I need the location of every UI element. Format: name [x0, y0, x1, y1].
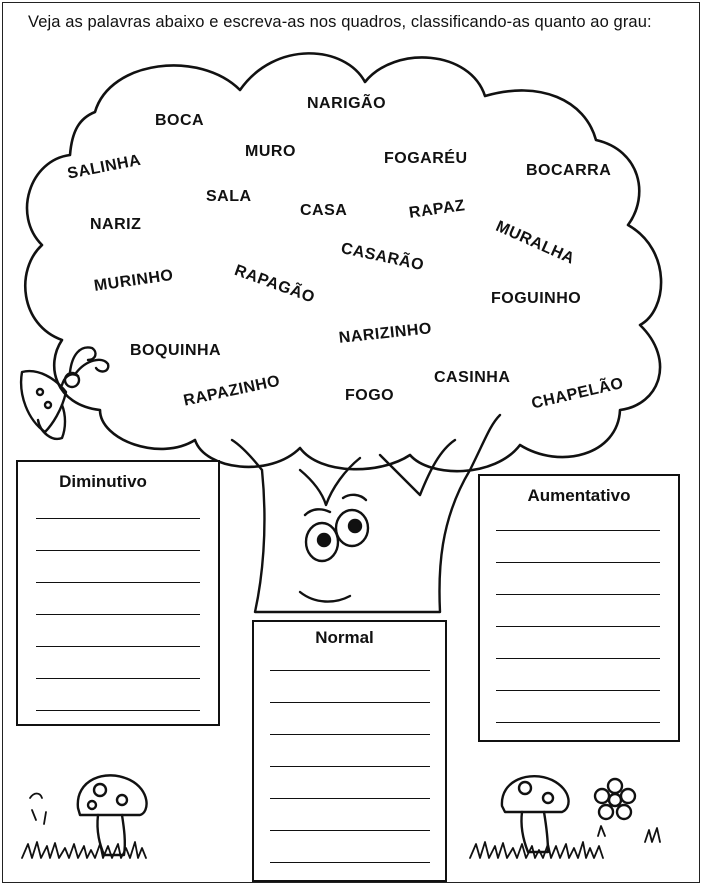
writing-line[interactable]: [270, 766, 430, 767]
word-narizinho: NARIZINHO: [338, 320, 433, 347]
word-casinha: CASINHA: [434, 369, 511, 386]
word-murinho: MURINHO: [93, 266, 175, 295]
tree-trunk-icon: [232, 415, 500, 612]
writing-line[interactable]: [270, 862, 430, 863]
writing-line[interactable]: [270, 702, 430, 703]
writing-line[interactable]: [36, 518, 200, 519]
writing-line[interactable]: [496, 658, 660, 659]
aumentativo-box: [478, 474, 680, 742]
diminutivo-title: Diminutivo: [59, 472, 147, 491]
writing-line[interactable]: [496, 562, 660, 563]
word-rapagao: RAPAGÃO: [232, 262, 318, 307]
word-narigao: NARIGÃO: [307, 95, 387, 112]
aumentativo-title: Aumentativo: [527, 486, 631, 505]
writing-line[interactable]: [36, 550, 200, 551]
word-bocarra: BOCARRA: [526, 162, 612, 179]
writing-line[interactable]: [36, 710, 200, 711]
word-boquinha: BOQUINHA: [130, 342, 222, 359]
writing-line[interactable]: [270, 734, 430, 735]
word-casa: CASA: [300, 202, 348, 219]
writing-line[interactable]: [496, 690, 660, 691]
writing-line[interactable]: [270, 670, 430, 671]
word-fogareu: FOGARÉU: [384, 150, 468, 167]
word-sala: SALA: [206, 188, 252, 205]
normal-box: [252, 620, 447, 882]
writing-line[interactable]: [36, 614, 200, 615]
diminutivo-box: [16, 460, 220, 726]
flower-icon: [595, 779, 635, 819]
writing-line[interactable]: [36, 582, 200, 583]
word-nariz: NARIZ: [90, 216, 142, 233]
writing-line[interactable]: [36, 646, 200, 647]
word-casarao: CASARÃO: [339, 240, 426, 275]
writing-line[interactable]: [496, 722, 660, 723]
writing-line[interactable]: [496, 530, 660, 531]
word-foguinho: FOGUINHO: [491, 290, 582, 307]
word-boca: BOCA: [155, 112, 205, 129]
writing-line[interactable]: [270, 830, 430, 831]
butterfly-icon: [21, 347, 108, 438]
word-rapazinho: RAPAZINHO: [182, 372, 282, 410]
writing-line[interactable]: [496, 626, 660, 627]
writing-line[interactable]: [496, 594, 660, 595]
writing-line[interactable]: [36, 678, 200, 679]
word-muralha: MURALHA: [493, 218, 578, 268]
word-fogo: FOGO: [345, 387, 395, 404]
word-muro: MURO: [245, 143, 296, 160]
writing-line[interactable]: [270, 798, 430, 799]
face-icon: [300, 495, 368, 602]
normal-title: Normal: [315, 628, 374, 647]
word-rapaz: RAPAZ: [408, 197, 467, 222]
instruction-text: Veja as palavras abaixo e escreva-as nos quadros, classificando-as quanto ao grau:: [28, 13, 652, 31]
word-chapelao: CHAPELÃO: [530, 374, 626, 413]
word-salinha: SALINHA: [66, 151, 143, 183]
